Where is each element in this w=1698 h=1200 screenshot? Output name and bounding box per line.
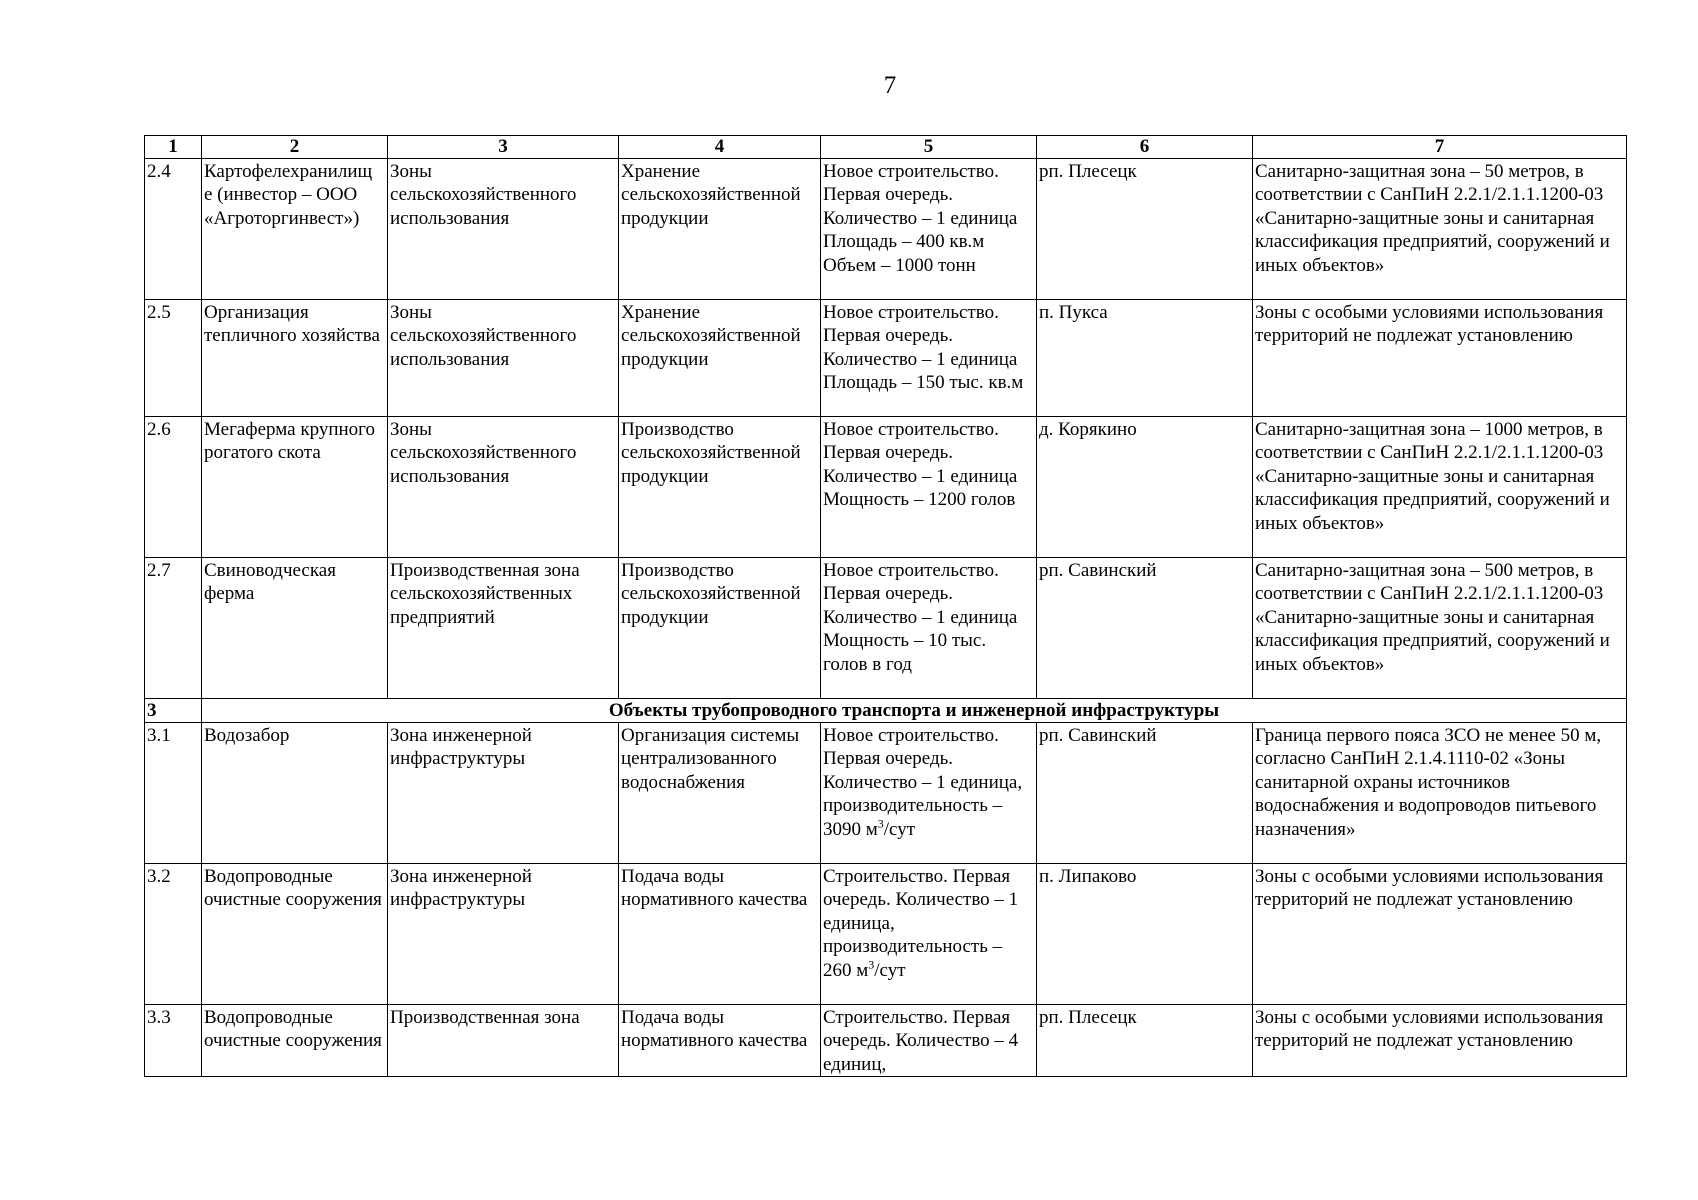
section-title: Объекты трубопроводного транспорта и инженерной инфраструктуры (202, 699, 1627, 723)
object-purpose: Подача воды нормативного качества (619, 1005, 821, 1077)
object-purpose: Производство сельскохозяйственной продукции (619, 417, 821, 558)
section-number: 3 (145, 699, 202, 723)
column-header: 6 (1037, 136, 1253, 159)
column-header: 2 (202, 136, 388, 159)
row-number: 2.4 (145, 159, 202, 300)
table-row (145, 159, 1627, 300)
table-row (145, 723, 1627, 864)
object-location: п. Пукса (1037, 300, 1253, 417)
superscript: 3 (868, 957, 875, 972)
table-row (145, 864, 1627, 1005)
object-name: Мегаферма крупного рогатого скота (202, 417, 388, 558)
document-table (144, 135, 1627, 1077)
object-name: Картофелехранилищ е (инвестор – ООО «Агроторгинвест») (202, 159, 388, 300)
object-location: рп. Плесецк (1037, 159, 1253, 300)
object-name: Свиноводческая ферма (202, 558, 388, 699)
object-purpose: Подача воды нормативного качества (619, 864, 821, 1005)
object-purpose: Организация системы централизованного водоснабжения (619, 723, 821, 864)
page-number: 7 (883, 72, 897, 99)
object-purpose: Производство сельскохозяйственной продукции (619, 558, 821, 699)
object-characteristics: Новое строительство. Первая очередь. Количество – 1 единица Мощность – 10 тыс. голов в год (821, 558, 1037, 699)
object-location: рп. Плесецк (1037, 1005, 1253, 1077)
column-header: 1 (145, 136, 202, 159)
column-header: 4 (619, 136, 821, 159)
object-purpose: Хранение сельскохозяйственной продукции (619, 159, 821, 300)
functional-zone: Зона инженерной инфраструктуры (388, 864, 619, 1005)
characteristics-unit: /сут (874, 959, 906, 981)
functional-zone: Зона инженерной инфраструктуры (388, 723, 619, 864)
object-characteristics: Новое строительство. Первая очередь. Количество – 1 единица Площадь – 400 кв.м Объем – 1000 тонн (821, 159, 1037, 300)
object-name: Водозабор (202, 723, 388, 864)
zone-restriction: Санитарно-защитная зона – 1000 метров, в соответствии с СанПиН 2.2.1/2.1.1.1200-03 «Санитарно-защитные зоны и санитарная классификация предприятий, сооружений и иных объектов» (1253, 417, 1627, 558)
zone-restriction: Зоны с особыми условиями использования территорий не подлежат установлению (1253, 1005, 1627, 1077)
object-location: д. Корякино (1037, 417, 1253, 558)
table-row (145, 300, 1627, 417)
row-number: 2.5 (145, 300, 202, 417)
functional-zone: Зоны сельскохозяйственного использования (388, 159, 619, 300)
column-header: 5 (821, 136, 1037, 159)
object-name: Водопроводные очистные сооружения (202, 1005, 388, 1077)
characteristics-text: Строительство. Первая очередь. Количество – 1 единица, производительность – 260 м (823, 866, 1019, 981)
zone-restriction: Зоны с особыми условиями использования территорий не подлежат установлению (1253, 300, 1627, 417)
object-location: п. Липаково (1037, 864, 1253, 1005)
characteristics-text: Строительство. Первая очередь. Количество – 4 единиц, (823, 1007, 1019, 1075)
object-name: Водопроводные очистные сооружения (202, 864, 388, 1005)
functional-zone: Производственная зона (388, 1005, 619, 1077)
row-number: 2.7 (145, 558, 202, 699)
object-name: Организация тепличного хозяйства (202, 300, 388, 417)
zone-restriction: Граница первого пояса ЗСО не менее 50 м, согласно СанПиН 2.1.4.1110-02 «Зоны санитарной охраны источников водоснабжения и водопроводов питьевого назначения» (1253, 723, 1627, 864)
object-location: рп. Савинский (1037, 723, 1253, 864)
zone-restriction: Санитарно-защитная зона – 50 метров, в соответствии с СанПиН 2.2.1/2.1.1.1200-03 «Санитарно-защитные зоны и санитарная классификация предприятий, сооружений и иных объектов» (1253, 159, 1627, 300)
characteristics-unit: /сут (883, 818, 916, 840)
object-characteristics (821, 1005, 1037, 1077)
table-row (145, 558, 1627, 699)
row-number: 3.2 (145, 864, 202, 1005)
object-characteristics (821, 723, 1037, 864)
row-number: 2.6 (145, 417, 202, 558)
functional-zone: Зоны сельскохозяйственного использования (388, 417, 619, 558)
column-header: 7 (1253, 136, 1627, 159)
table-header-row (145, 136, 1627, 159)
object-characteristics: Новое строительство. Первая очередь. Количество – 1 единица Площадь – 150 тыс. кв.м (821, 300, 1037, 417)
functional-zone: Зоны сельскохозяйственного использования (388, 300, 619, 417)
characteristics-text: Новое строительство. Первая очередь. Количество – 1 единица, производительность – 3090 м (823, 725, 1023, 840)
object-characteristics: Новое строительство. Первая очередь. Количество – 1 единица Мощность – 1200 голов (821, 417, 1037, 558)
table-row (145, 1005, 1627, 1077)
object-location: рп. Савинский (1037, 558, 1253, 699)
functional-zone: Производственная зона сельскохозяйственных предприятий (388, 558, 619, 699)
zone-restriction: Зоны с особыми условиями использования территорий не подлежат установлению (1253, 864, 1627, 1005)
section-row (145, 699, 1627, 723)
object-characteristics (821, 864, 1037, 1005)
row-number: 3.1 (145, 723, 202, 864)
row-number: 3.3 (145, 1005, 202, 1077)
column-header: 3 (388, 136, 619, 159)
object-purpose: Хранение сельскохозяйственной продукции (619, 300, 821, 417)
table-row (145, 417, 1627, 558)
zone-restriction: Санитарно-защитная зона – 500 метров, в соответствии с СанПиН 2.2.1/2.1.1.1200-03 «Санитарно-защитные зоны и санитарная классификация предприятий, сооружений и иных объектов» (1253, 558, 1627, 699)
superscript: 3 (877, 816, 884, 831)
